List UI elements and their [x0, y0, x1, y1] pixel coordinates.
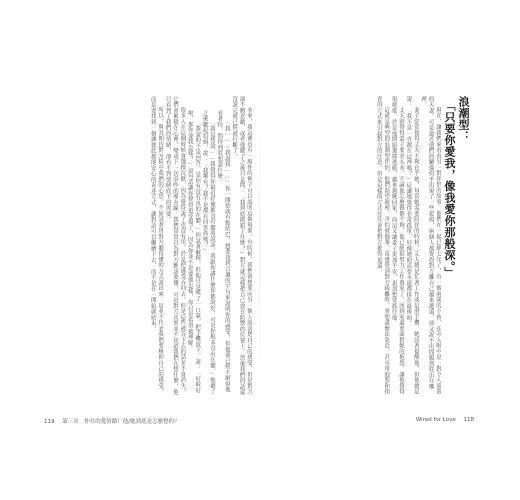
- paragraph-quote: 「我一……我說我……」你一開始就有點結巴，想要找到合適的字句來說明你的感受，但他卻已經不耐煩地看著你，問你到底想說什麼。: [216, 109, 230, 393]
- paragraph: 妻子常常覺得丈夫不夠在乎她，每當她需要陪伴的時候，丈夫總是忙著工作或是滑手機。她試著提醒他，但他總是說：「我不是一直都在這裡嗎？」這讓她覺得非常孤單，好像她的需要永遠都排在最後面。: [405, 96, 419, 395]
- paragraph-quote: 「我說的不是回答，是你有沒有真的在聽。」你試著解釋，但他只是嘆了一口氣，把手機放下，說：「好啦好啦，那你要我怎樣？」這句話讓你覺得更受傷了，因為你並不是要他怎樣，你只是希望被理解。: [186, 109, 201, 394]
- left-page-footer: [44, 417, 180, 425]
- page-number: 118: [463, 417, 474, 423]
- page-gutter: [259, 88, 260, 408]
- right-page-body: [276, 96, 441, 396]
- page-number: 119: [44, 419, 55, 425]
- paragraph: 現在，讓我們來看看另一對伴侶的故事。他們在一起已經七年了，有一個兩歲的小孩，在旁人眼中是一對令人羨慕的夫妻。可是最近他們的關係似乎出現了一些裂痕，兩個人都覺得對方離自己越來越遠，卻又說不出問題到底出在哪裡。: [420, 96, 441, 395]
- section-heading-quote: 「只要你愛我，像我愛你那般深。」: [443, 100, 456, 279]
- paragraph: 本來，我這裡也有一般性的例子可以說明這個現象。有時候，我們會想要向另一個人說清楚自己的感受，但是對方卻不願意聽，或者他聽了之後只是問：「我到底做錯了什麼？」對方就這樣把自己放在防禦的位置上，然後我們的話還沒說完就已經被打斷了。: [231, 96, 252, 395]
- paragraph: 這就是典型的浪潮型伴侶。他們渴望親密，害怕被拋棄，當感覺到對方疏離時，會想盡辦法靠近，甚至用抱怨和指責的方式來引起對方的注意。但是這樣的方式往往會把對方推得更遠。: [375, 96, 390, 395]
- running-head: Wired for Love: [415, 417, 456, 423]
- right-page-footer: [416, 417, 474, 423]
- section-heading-lead: 浪潮型：: [457, 96, 470, 142]
- paragraph-quote: 「我是想說……我覺得你最近好像都沒有聽我說話，我跟你講什麼你都說好，可是你根本沒有在聽。」他聽了之後皺起眉頭，說：「我哪有？我不是都有回答你嗎？」: [201, 109, 215, 395]
- paragraph: 所以，與其期待對方猜中我們的心思，不如試著用對方聽得懂的方式說出來。這並不代表我們要壓抑自己的感受，而是要找到一個讓彼此都能安心的表達方式，讓對話可以繼續下去，而不是在一開始就結束。: [149, 96, 164, 395]
- paragraph: 丈夫則覺得妻子要求太多，不論他怎麼做都不夠。他已經很努力工作養家了，回到家還要面對她的抱怨，讓他覺得很疲倦。於是他開始選擇逃避，越來越晚回家，而這又讓妻子更加不安，更加想要抓住他。: [390, 96, 404, 395]
- running-head: 第三章 仲在的愛情路！他/她到底是怎麼想的？: [62, 419, 180, 425]
- paragraph: 很多人在這個時候會選擇沉默，因為覺得說了也沒有用，於是把感受吞回去。但是這些被吞下去的話並不會消失，它們會累積在心裡，變成下一次爭吵的導火線。我們常常以為對方應該要懂，可是對方其實並不知道我們在想什麼，他只看到了我們的情緒，卻看不到情緒底下的需要。: [164, 96, 186, 395]
- left-page-body: [46, 96, 252, 396]
- section-heading: [443, 96, 470, 346]
